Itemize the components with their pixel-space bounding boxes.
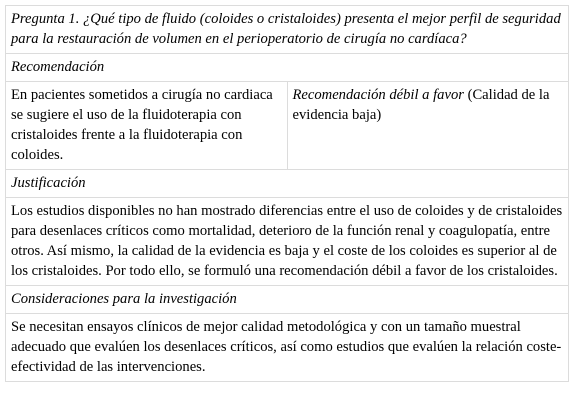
justification-heading-row [6, 170, 569, 198]
recommendation-heading: Recomendación [6, 54, 569, 82]
evidence-quality: (Calidad de la evidencia baja) [292, 87, 550, 123]
recommendation-table [5, 5, 569, 382]
recommendation-heading-row [6, 54, 569, 82]
recommendation-row [6, 82, 569, 170]
research-text: Se necesitan ensayos clínicos de mejor calidad metodológica y con un tamaño muestral adecuado que evalúen los desenlaces críticos, así como estudios que evalúen la relación coste-efectividad de las intervenciones. [6, 314, 569, 382]
research-heading-row [6, 286, 569, 314]
justification-text: Los estudios disponibles no han mostrado diferencias entre el uso de coloides y de cristaloides para desenlaces críticos como mortalidad, deterioro de la función renal y coagulopatía, entre otros. Así mismo, la calidad de la evidencia es baja y el coste de los coloides es superior al de los cristaloides. Por todo ello, se formuló una recomendación débil a favor de los cristaloides. [6, 198, 569, 286]
justification-row [6, 198, 569, 286]
justification-heading: Justificación [6, 170, 569, 198]
recommendation-text: En pacientes sometidos a cirugía no cardiaca se sugiere el uso de la fluidoterapia con cristaloides frente a la fluidoterapia con coloides. [6, 82, 288, 170]
research-row [6, 314, 569, 382]
recommendation-strength: Recomendación débil a favor [292, 87, 464, 103]
question-row [6, 6, 569, 54]
question-text: Pregunta 1. ¿Qué tipo de fluido (coloides o cristaloides) presenta el mejor perfil de seguridad para la restauración de volumen en el perioperatorio de cirugía no cardíaca? [6, 6, 569, 54]
recommendation-grade [287, 82, 569, 170]
research-heading: Consideraciones para la investigación [6, 286, 569, 314]
